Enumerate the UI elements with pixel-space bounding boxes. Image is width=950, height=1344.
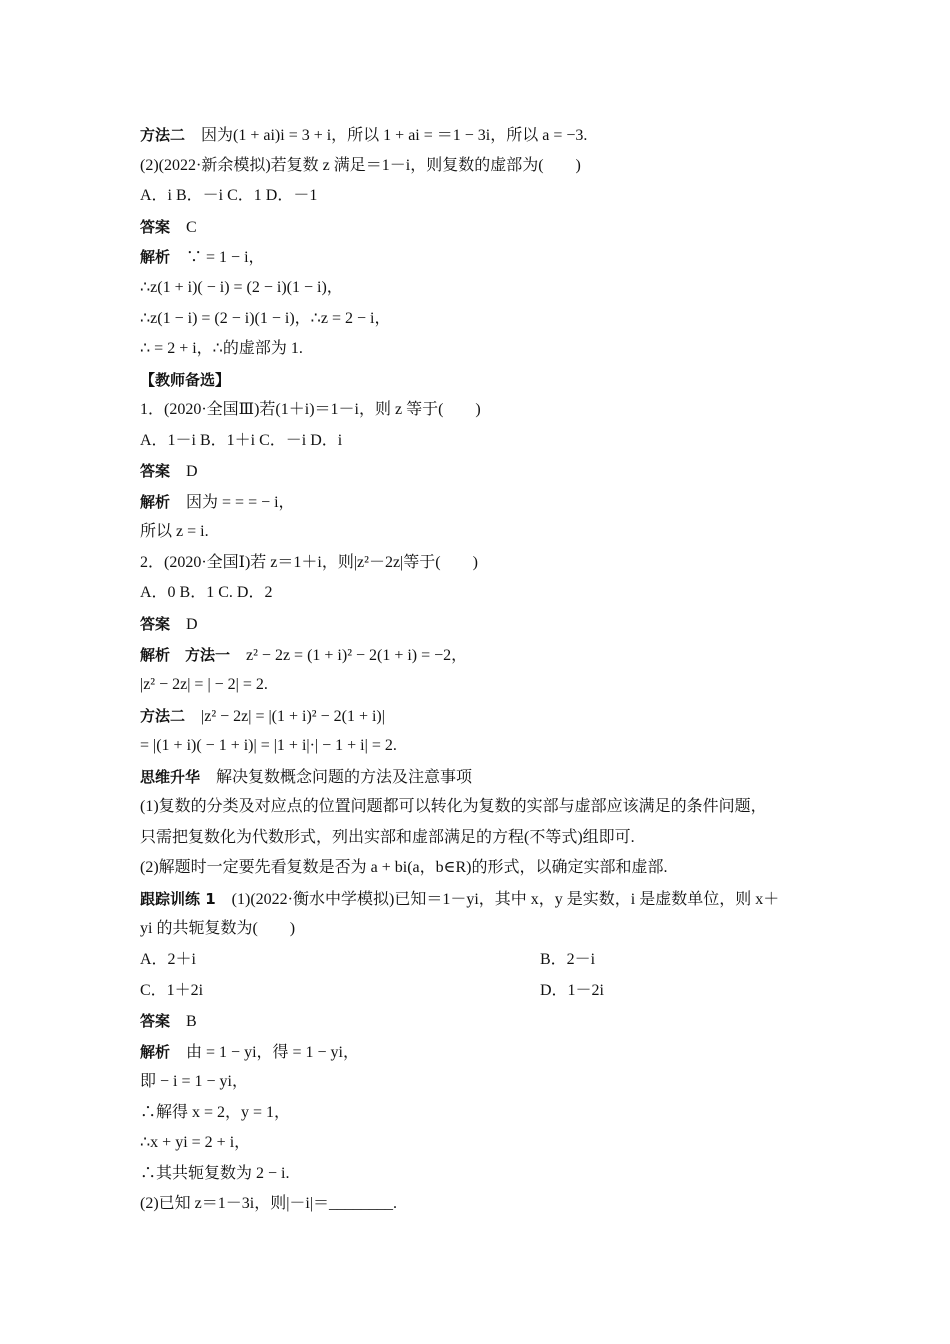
question-line xyxy=(140,395,820,425)
line-text: (2)解题时一定要先看复数是否为 a + bi(a，b∈R)的形式，以确定实部和虚部. xyxy=(140,859,668,876)
bold-label: 跟踪训练 1 xyxy=(140,890,216,908)
bold-label: 解析 xyxy=(140,1043,171,1061)
line-text: 所以 z = i. xyxy=(140,523,209,540)
line-text: 由 = 1 − yi，得 = 1 − yi， xyxy=(170,1044,360,1061)
line-text: ∴解得 x = 2，y = 1， xyxy=(140,1104,291,1121)
line-text: 1．(2020·全国Ⅲ)若(1＋i)＝1－i，则 z 等于( ) xyxy=(140,401,481,418)
line-text: B xyxy=(170,1013,197,1030)
text-line xyxy=(140,1159,820,1189)
bold-label: 方法二 xyxy=(140,707,186,725)
options-line xyxy=(140,945,820,975)
line-text: A．1－i B．1＋i C．－i D．i xyxy=(140,432,343,449)
line-text: (2)已知 z＝1－3i，则|－i|＝________. xyxy=(140,1195,398,1212)
bold-label: 思维升华 xyxy=(140,768,201,786)
line-text: 因为(1 + ai)i = 3 + i，所以 1 + ai = ＝1 − 3i，所以 a = −3. xyxy=(185,127,588,144)
bold-label: 解析 方法一 xyxy=(140,646,231,664)
options-line xyxy=(140,426,820,456)
line-text: A．0 B．1 C. D．2 xyxy=(140,584,273,601)
line-text: (1)复数的分类及对应点的位置问题都可以转化为复数的实部与虚部应该满足的条件问题， xyxy=(140,798,767,815)
text-line xyxy=(140,151,820,181)
line-text: 只需把复数化为代数形式，列出实部和虚部满足的方程(不等式)组即可. xyxy=(140,829,635,846)
options-line xyxy=(140,578,820,608)
text-line xyxy=(140,273,820,303)
options-line xyxy=(140,976,820,1006)
line-text: ∵ = 1 − i， xyxy=(170,249,265,266)
bold-label: 答案 xyxy=(140,218,171,236)
option-d: D．1－2i xyxy=(540,982,605,999)
line-text: |z² − 2z| = | − 2| = 2. xyxy=(140,676,268,693)
line-text: 即 − i = 1 − yi， xyxy=(140,1073,248,1090)
bold-label: 解析 xyxy=(140,248,171,266)
analysis-line xyxy=(140,1037,820,1067)
option-a: A．2＋i xyxy=(140,951,197,968)
text-line xyxy=(140,792,820,822)
bold-label: 解析 xyxy=(140,493,171,511)
text-line xyxy=(140,1067,820,1097)
line-text: z² − 2z = (1 + i)² − 2(1 + i) = −2， xyxy=(230,647,468,664)
summary-heading xyxy=(140,762,820,792)
text-line xyxy=(140,517,820,547)
answer-line xyxy=(140,212,820,242)
text-line xyxy=(140,701,820,731)
question-line xyxy=(140,1189,820,1219)
exercise-heading xyxy=(140,884,820,914)
text-line xyxy=(140,731,820,761)
line-text: (1)(2022·衡水中学模拟)已知＝1－yi，其中 x，y 是实数，i 是虚数单位，则 x＋ xyxy=(215,891,780,908)
line-text: 因为 = = = − i， xyxy=(170,494,295,511)
line-text: (2)(2022·新余模拟)若复数 z 满足＝1－i，则复数的虚部为( ) xyxy=(140,157,581,174)
line-text: D xyxy=(170,616,198,633)
options-line xyxy=(140,181,820,211)
line-text: D xyxy=(170,463,198,480)
answer-line xyxy=(140,456,820,486)
line-text: yi 的共轭复数为( ) xyxy=(140,920,296,937)
text-line xyxy=(140,670,820,700)
line-text: 解决复数概念问题的方法及注意事项 xyxy=(200,769,473,786)
text-line xyxy=(140,304,820,334)
line-text: ∴z(1 + i)( − i) = (2 − i)(1 − i)， xyxy=(140,279,343,296)
line-text: ∴x + yi = 2 + i， xyxy=(140,1134,251,1151)
bold-label: 方法二 xyxy=(140,126,186,144)
line-text: 2．(2020·全国Ⅰ)若 z＝1＋i，则|z²－2z|等于( ) xyxy=(140,554,478,571)
line-text: ∴z(1 − i) = (2 − i)(1 − i)，∴z = 2 − i， xyxy=(140,310,391,327)
text-line xyxy=(140,1128,820,1158)
line-text: |z² − 2z| = |(1 + i)² − 2(1 + i)| xyxy=(185,708,385,725)
bold-label: 答案 xyxy=(140,615,171,633)
text-line xyxy=(140,914,820,944)
answer-line xyxy=(140,1006,820,1036)
text-line xyxy=(140,120,820,150)
option-b: B．2－i xyxy=(540,951,596,968)
text-line xyxy=(140,1098,820,1128)
question-line xyxy=(140,548,820,578)
line-text: A．i B．－i C．1 D．－1 xyxy=(140,187,318,204)
bold-label: 【教师备选】 xyxy=(140,371,231,389)
analysis-line xyxy=(140,487,820,517)
line-text: C xyxy=(170,219,197,236)
line-text: = |(1 + i)( − 1 + i)| = |1 + i|·| − 1 + i| = 2. xyxy=(140,737,397,754)
bold-label: 答案 xyxy=(140,1012,171,1030)
option-c: C．1＋2i xyxy=(140,982,204,999)
line-text: ∴ = 2 + i，∴的虚部为 1. xyxy=(140,340,303,357)
line-text: ∴其共轭复数为 2 − i. xyxy=(140,1165,290,1182)
analysis-line xyxy=(140,242,820,272)
text-line xyxy=(140,334,820,364)
text-line xyxy=(140,853,820,883)
answer-line xyxy=(140,609,820,639)
text-line xyxy=(140,823,820,853)
section-heading xyxy=(140,365,820,395)
bold-label: 答案 xyxy=(140,462,171,480)
analysis-line xyxy=(140,640,820,670)
